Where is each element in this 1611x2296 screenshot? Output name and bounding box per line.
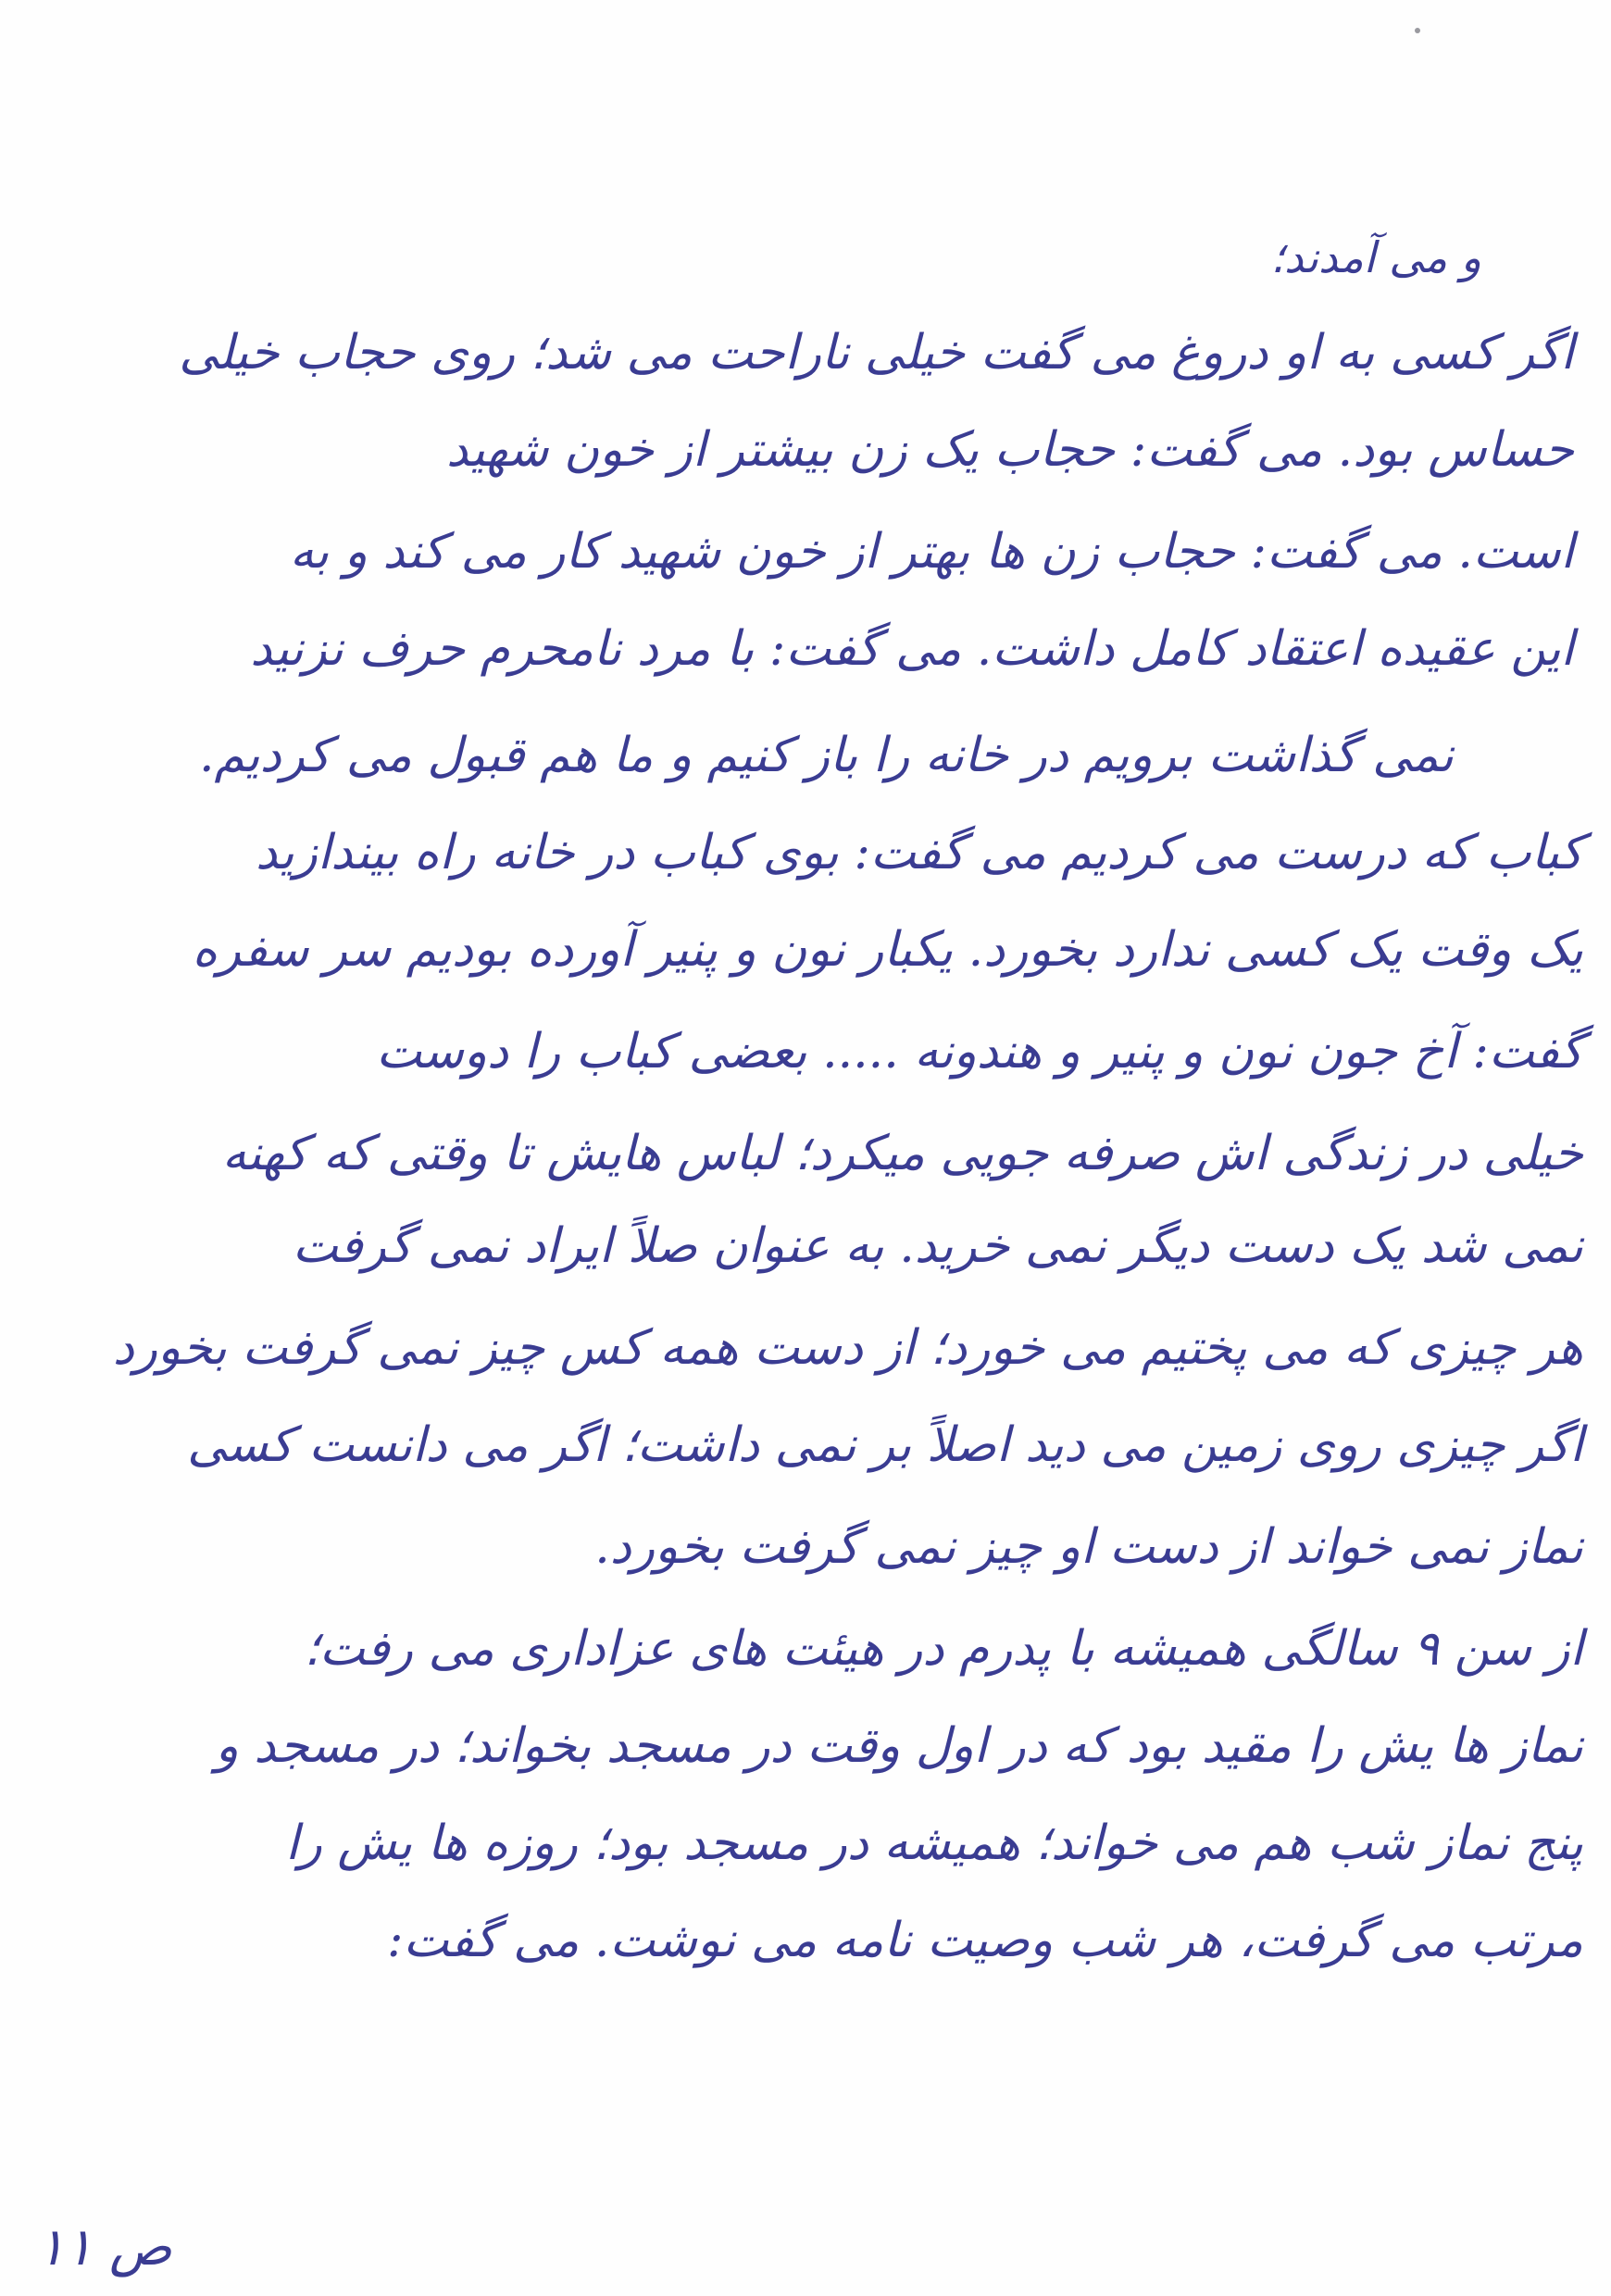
text-line: خیلی در زندگی اش صرفه جویی میکرد؛ لباس هایش تا وقتی که کهنه xyxy=(221,1126,1583,1181)
text-line: نمی شد یک دست دیگر نمی خرید. به عنوان صلاً ایراد نمی گرفت xyxy=(292,1218,1583,1274)
text-line: حساس بود. می گفت: حجاب یک زن بیشتر از خون شهید xyxy=(445,422,1574,478)
text-line: پنج نماز شب هم می خواند؛ همیشه در مسجد بود؛ روزه ها یش را xyxy=(285,1816,1583,1871)
text-line: اگر چیزی روی زمین می دید اصلاً بر نمی داشت؛ اگر می دانست کسی xyxy=(187,1417,1583,1473)
text-line: اگر کسی به او دروغ می گفت خیلی ناراحت می شد؛ روی حجاب خیلی xyxy=(179,325,1574,381)
text-line: یک وقت یک کسی ندارد بخورد. یکبار نون و پنیر آورده بودیم سر سفره xyxy=(192,922,1583,978)
text-line: و می آمدند؛ xyxy=(1270,232,1481,282)
text-line: نماز نمی خواند از دست او چیز نمی گرفت بخورد. xyxy=(594,1519,1583,1575)
text-line: نماز ها یش را مقید بود که در اول وقت در مسجد بخواند؛ در مسجد و xyxy=(215,1718,1583,1774)
text-line: مرتب می گرفت، هر شب وصیت نامه می نوشت. می گفت: xyxy=(386,1913,1583,1968)
text-line: کباب که درست می کردیم می گفت: بوی کباب در خانه راه بیندازید xyxy=(255,825,1583,880)
text-line: هر چیزی که می پختیم می خورد؛ از دست همه کس چیز نمی گرفت بخورد xyxy=(112,1320,1583,1376)
text-line: است. می گفت: حجاب زن ها بهتر از خون شهید کار می کند و به xyxy=(289,524,1574,580)
page-number: ص ۱۱ xyxy=(37,2217,172,2277)
paper-speck xyxy=(1415,28,1420,33)
text-line: این عقیده اعتقاد کامل داشت. می گفت: با مرد نامحرم حرف نزنید xyxy=(250,621,1574,677)
text-line: نمی گذاشت برویم در خانه را باز کنیم و ما هم قبول می کردیم. xyxy=(198,728,1454,783)
text-line: گفت: آخ جون نون و پنیر و هندونه ..... بعضی کباب را دوست xyxy=(376,1024,1583,1079)
text-line: از سن ۹ سالگی همیشه با پدرم در هیئت های عزاداری می رفت؛ xyxy=(304,1621,1583,1677)
